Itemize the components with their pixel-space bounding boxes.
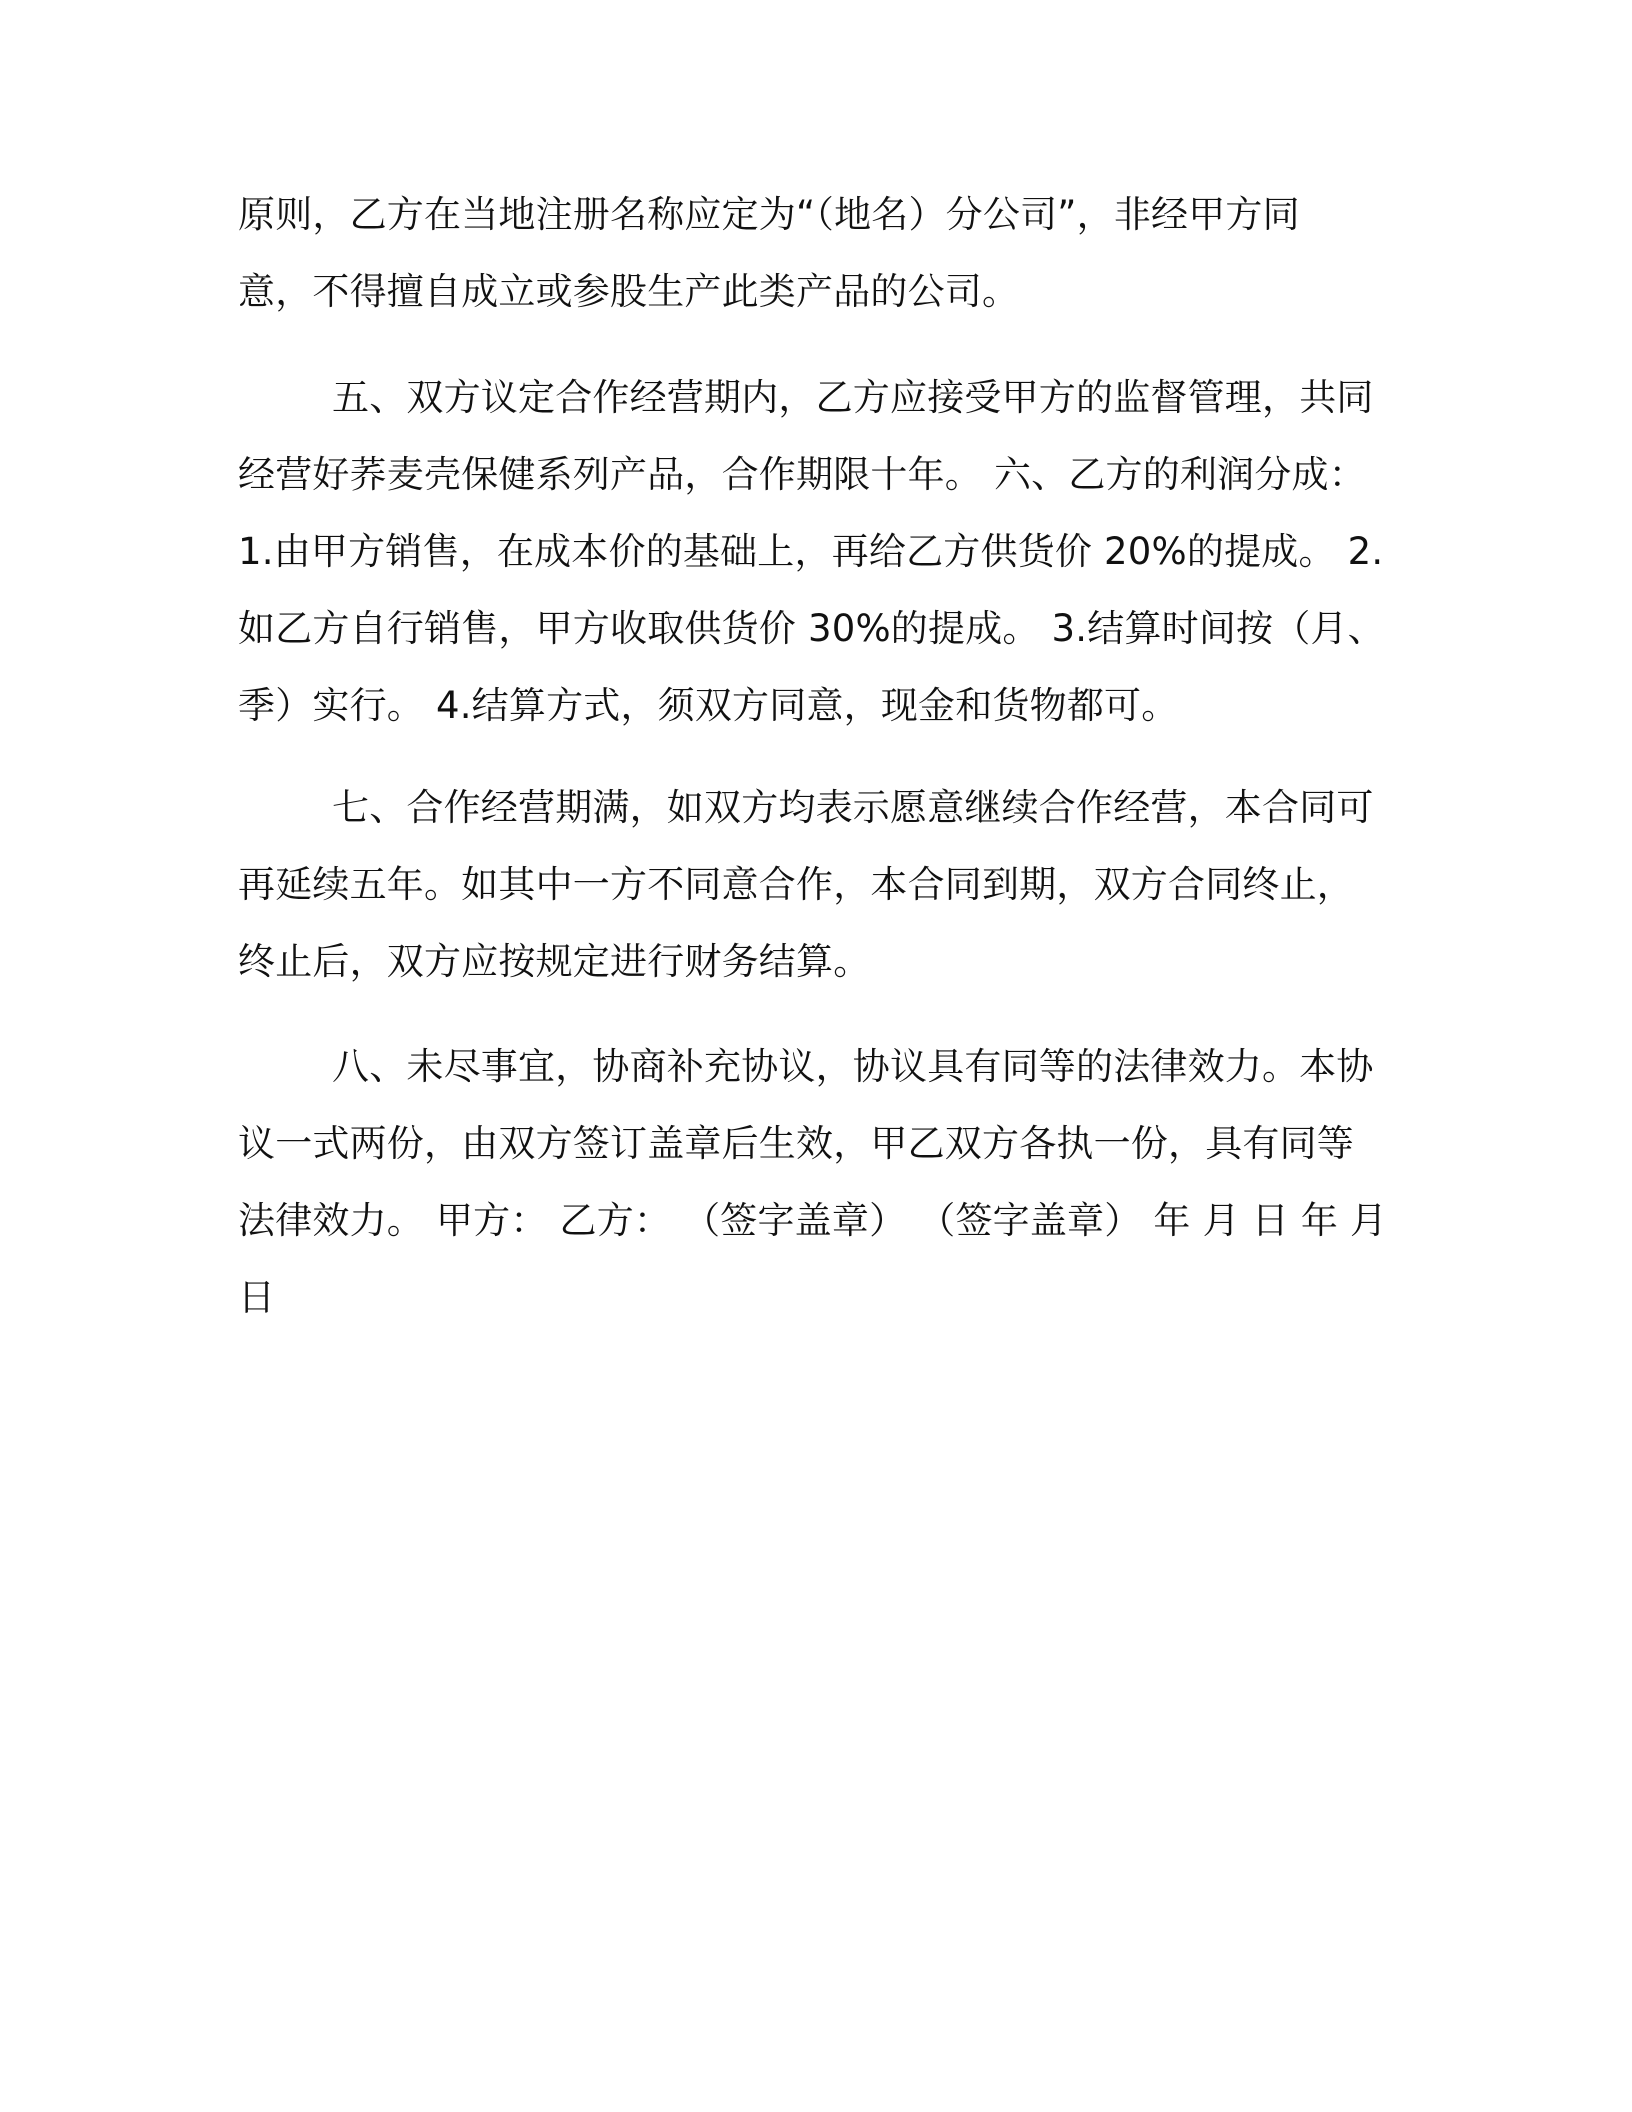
text-line: 经营好荞麦壳保健系列产品，合作期限十年。 六、乙方的利润分成： — [238, 453, 1366, 496]
paragraph-5-line: 五、双方议定合作经营期内，乙方应接受甲方的监督管理，共同 — [332, 376, 1374, 419]
text-line: 原则，乙方在当地注册名称应定为“（地名）分公司”，非经甲方同 — [238, 193, 1300, 236]
text-line: 议一式两份，由双方签订盖章后生效，甲乙双方各执一份，具有同等 — [238, 1122, 1354, 1165]
paragraph-8-line: 八、未尽事宜，协商补充协议，协议具有同等的法律效力。本协 — [332, 1045, 1374, 1088]
text-line: 季）实行。 4.结算方式，须双方同意，现金和货物都可。 — [238, 684, 1179, 727]
signature-line: 法律效力。 甲方： 乙方： （签字盖章） （签字盖章） 年 月 日 年 月 — [238, 1199, 1388, 1242]
text-line: 意，不得擅自成立或参股生产此类产品的公司。 — [238, 270, 1020, 313]
text-line: 日 — [238, 1276, 276, 1319]
text-line: 终止后，双方应按规定进行财务结算。 — [238, 940, 871, 983]
text-line: 再延续五年。如其中一方不同意合作，本合同到期，双方合同终止， — [238, 863, 1354, 906]
text-line: 1.由甲方销售，在成本价的基础上，再给乙方供货价 20%的提成。 2. — [238, 530, 1384, 573]
paragraph-7-line: 七、合作经营期满，如双方均表示愿意继续合作经营，本合同可 — [332, 786, 1374, 829]
text-line: 如乙方自行销售，甲方收取供货价 30%的提成。 3.结算时间按（月、 — [238, 607, 1385, 650]
